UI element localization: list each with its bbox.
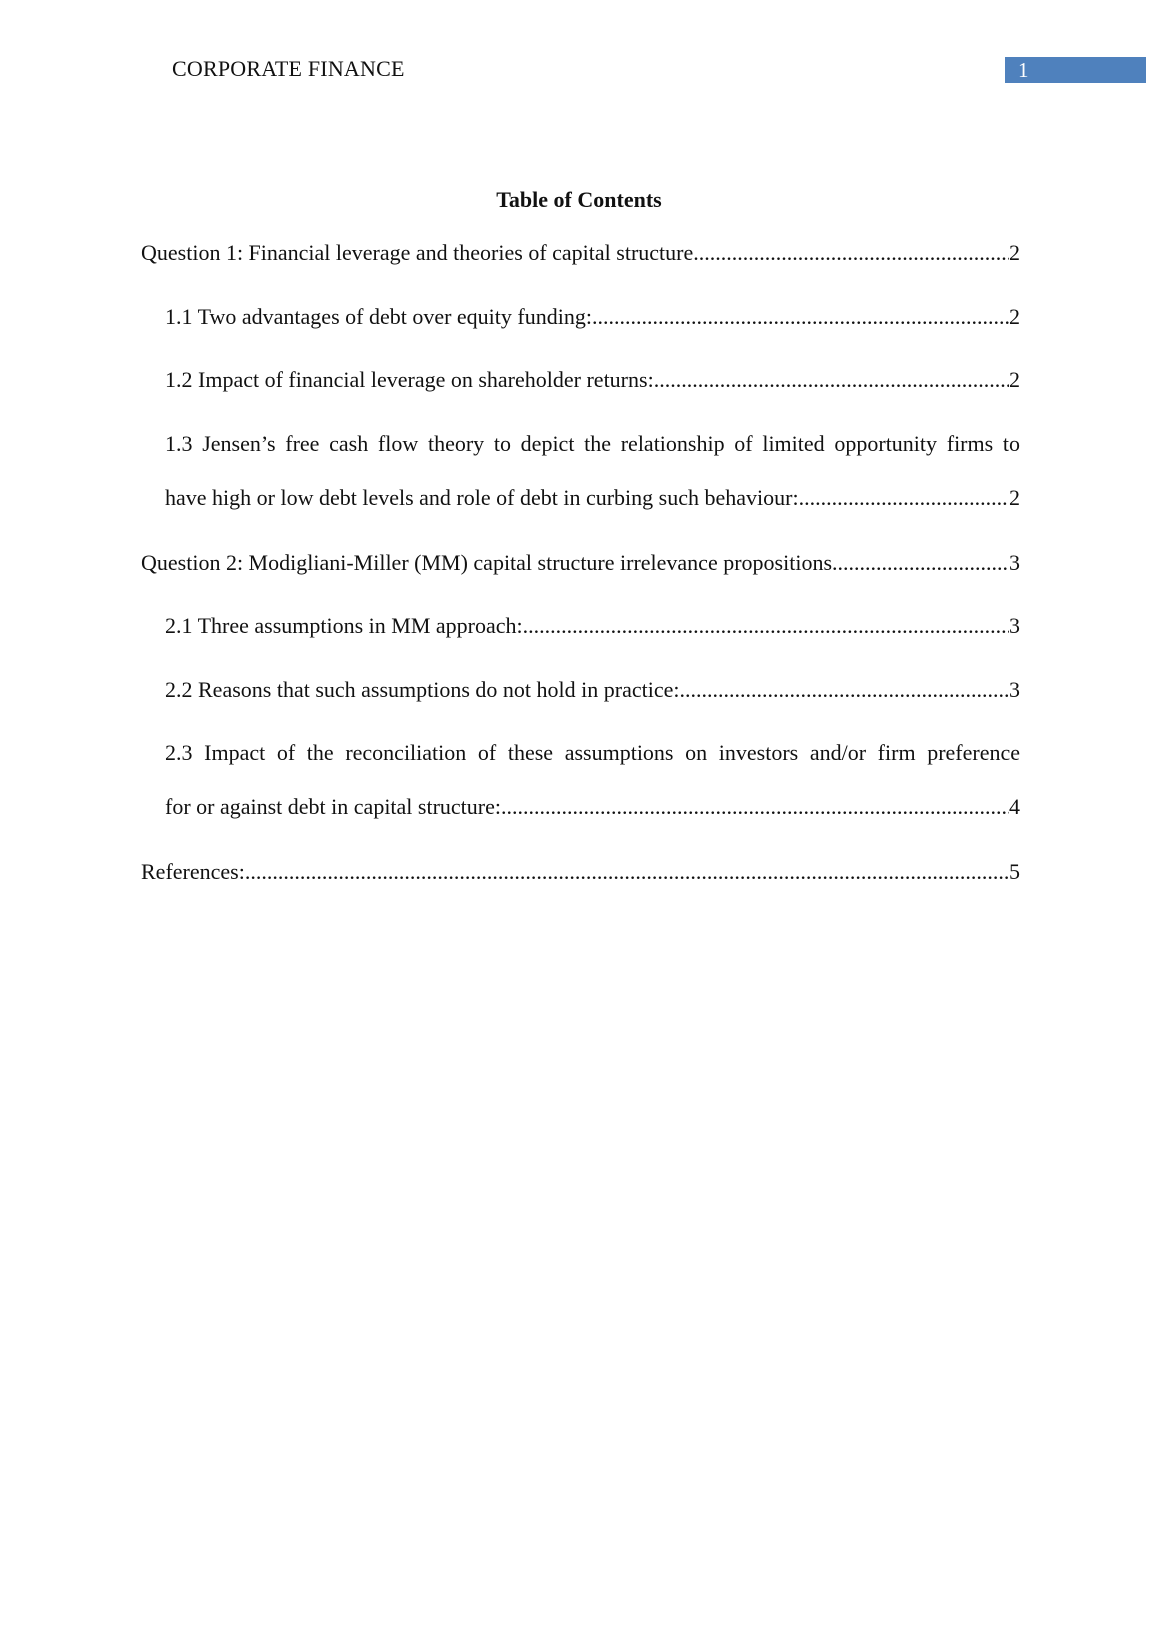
dot-leader xyxy=(693,226,1009,280)
toc-entry-page: 2 xyxy=(1009,485,1020,510)
dot-leader xyxy=(523,599,1009,653)
toc-entry-page: 2 xyxy=(1009,304,1020,329)
toc-entry-label: 1.2 Impact of financial leverage on shareholder returns: xyxy=(165,367,654,392)
toc-entry-1-3[interactable] xyxy=(165,417,1020,525)
toc-heading: Table of Contents xyxy=(496,187,662,212)
dot-leader xyxy=(680,663,1010,717)
dot-leader xyxy=(245,845,1009,899)
dot-leader xyxy=(832,536,1009,590)
dot-leader xyxy=(654,353,1009,407)
toc-entry-1-1[interactable] xyxy=(165,290,1020,344)
toc-entry-page: 2 xyxy=(1009,367,1020,392)
toc-entry-references[interactable] xyxy=(141,845,1020,899)
toc-entry-question-1[interactable] xyxy=(141,226,1020,280)
toc-entry-label-line2: have high or low debt levels and role of debt in curbing such behaviour: xyxy=(165,485,799,510)
toc-entry-page: 3 xyxy=(1009,677,1020,702)
toc-entry-page: 3 xyxy=(1009,550,1020,575)
toc-entry-page: 2 xyxy=(1009,240,1020,265)
toc-entry-label: Question 1: Financial leverage and theories of capital structure xyxy=(141,240,694,265)
dot-leader xyxy=(799,471,1009,525)
header-title: CORPORATE FINANCE xyxy=(172,56,405,81)
page-number: 1 xyxy=(1018,58,1029,82)
toc-entry-page: 3 xyxy=(1009,613,1020,638)
toc-entry-label-line2: for or against debt in capital structure: xyxy=(165,794,501,819)
toc-entry-page: 4 xyxy=(1009,794,1020,819)
dot-leader xyxy=(501,780,1009,834)
toc-entry-2-3[interactable] xyxy=(165,726,1020,834)
toc-entry-label: 2.1 Three assumptions in MM approach: xyxy=(165,613,523,638)
toc-entry-question-2[interactable] xyxy=(141,536,1020,590)
toc-entry-page: 5 xyxy=(1009,859,1020,884)
page-number-badge xyxy=(1005,57,1146,83)
toc-entry-2-2[interactable] xyxy=(165,663,1020,717)
toc-entry-label: Question 2: Modigliani-Miller (MM) capital structure irrelevance propositions xyxy=(141,550,833,575)
toc-entry-label-line1: 2.3 Impact of the reconciliation of these assumptions on investors and/or firm preference xyxy=(165,740,1020,765)
toc-entry-label-line1: 1.3 Jensen’s free cash flow theory to depict the relationship of limited opportunity firms to xyxy=(165,431,1020,456)
dot-leader xyxy=(592,290,1009,344)
toc-entry-label: 2.2 Reasons that such assumptions do not hold in practice: xyxy=(165,677,680,702)
toc-entry-label: 1.1 Two advantages of debt over equity funding: xyxy=(165,304,592,329)
toc-entry-label: References: xyxy=(141,859,245,884)
toc-entry-2-1[interactable] xyxy=(165,599,1020,653)
toc-entry-1-2[interactable] xyxy=(165,353,1020,407)
